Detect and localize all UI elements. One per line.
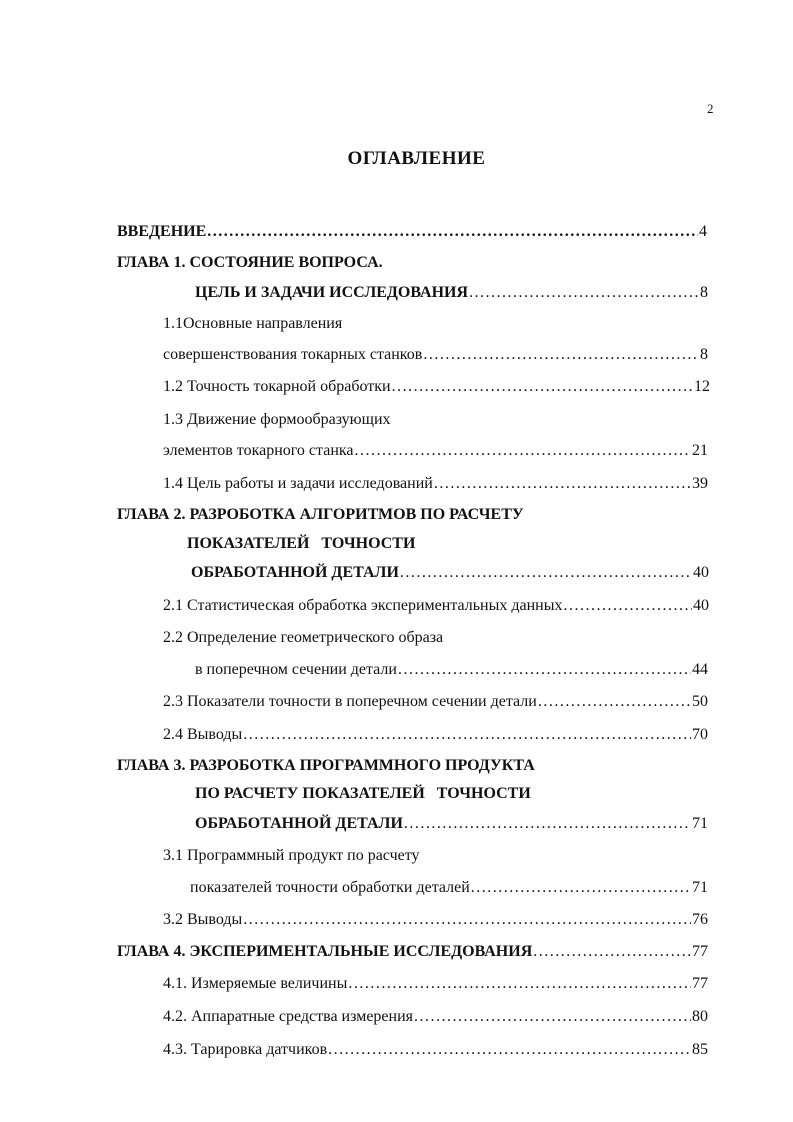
toc-entry-page: 80: [692, 1008, 708, 1025]
leader-dots: [355, 441, 691, 461]
toc-entry-page: 71: [692, 815, 708, 832]
toc-entry-label: совершенствования токарных станков: [163, 346, 423, 363]
toc-entry-label: ЦЕЛЬ И ЗАДАЧИ ИССЛЕДОВАНИЯ: [195, 284, 469, 301]
leader-dots: [563, 596, 692, 616]
toc-entry-label: 4.1. Измеряемые величины: [163, 975, 348, 992]
leader-dots: [423, 345, 699, 365]
toc-entry-page: 77: [692, 943, 708, 960]
toc-section-3-1[interactable]: [190, 878, 708, 898]
toc-entry-page: 12: [694, 378, 710, 395]
leader-dots: [398, 660, 691, 680]
toc-entry-label: в поперечном сечении детали: [195, 661, 397, 678]
leader-dots: [207, 222, 698, 242]
toc-entry-label: 2.4 Выводы: [163, 726, 243, 743]
leader-dots: [471, 878, 691, 898]
toc-entry-page: 50: [692, 693, 708, 710]
leader-dots: [469, 283, 699, 303]
toc-entry-label: элементов токарного станка: [163, 442, 354, 459]
leader-dots: [243, 910, 691, 930]
toc-chapter-4[interactable]: [117, 942, 708, 962]
toc-entry-page: 21: [692, 442, 708, 459]
toc-section-2-4[interactable]: [163, 725, 708, 745]
toc-section-3-2[interactable]: [163, 910, 708, 930]
toc-section-2-3[interactable]: [163, 692, 708, 712]
leader-dots: [392, 377, 693, 397]
toc-entry-label: 1.4 Цель работы и задачи исследований: [163, 475, 433, 492]
toc-entry-page: 40: [693, 564, 709, 581]
toc-entry-page: 71: [692, 879, 708, 896]
toc-chapter-2[interactable]: [191, 563, 709, 583]
toc-entry-page: 77: [692, 975, 708, 992]
toc-entry-label: 4.3. Тарировка датчиков: [163, 1041, 328, 1058]
toc-entry-intro[interactable]: [117, 222, 707, 242]
toc-section-2-2-line1[interactable]: 2.2 Определение геометрического образа: [163, 629, 444, 646]
toc-section-1-3[interactable]: [163, 441, 708, 461]
toc-entry-label: 2.1 Статистическая обработка экспериментальных данных: [163, 597, 563, 614]
toc-entry-label: ВВЕДЕНИЕ: [117, 223, 207, 240]
toc-chapter-3-line2[interactable]: ПО РАСЧЕТУ ПОКАЗАТЕЛЕЙ ТОЧНОСТИ: [195, 785, 531, 802]
toc-entry-label: 2.3 Показатели точности в поперечном сечении детали: [163, 693, 537, 710]
toc-section-4-3[interactable]: [163, 1040, 708, 1060]
toc-section-1-4[interactable]: [163, 474, 708, 494]
leader-dots: [434, 474, 691, 494]
toc-entry-label: 3.2 Выводы: [163, 911, 243, 928]
leader-dots: [404, 814, 691, 834]
toc-section-2-1[interactable]: [163, 596, 709, 616]
toc-entry-page: 76: [692, 911, 708, 928]
toc-section-1-2[interactable]: [163, 377, 710, 397]
toc-entry-label: 1.2 Точность токарной обработки: [163, 378, 391, 395]
toc-chapter-1[interactable]: [195, 283, 708, 303]
toc-entry-page: 85: [692, 1041, 708, 1058]
toc-entry-page: 8: [700, 284, 708, 301]
toc-entry-page: 8: [700, 346, 708, 363]
leader-dots: [538, 692, 691, 712]
toc-entry-label: ГЛАВА 4. ЭКСПЕРИМЕНТАЛЬНЫЕ ИССЛЕДОВАНИЯ: [117, 943, 533, 960]
toc-section-4-1[interactable]: [163, 974, 708, 994]
toc-section-1-1[interactable]: [163, 345, 708, 365]
toc-section-2-2[interactable]: [195, 660, 708, 680]
toc-section-3-1-line1[interactable]: 3.1 Программный продукт по расчету: [163, 847, 420, 864]
toc-entry-label: показателей точности обработки деталей: [190, 879, 470, 896]
toc-entry-page: 40: [693, 597, 709, 614]
page-title: ОГЛАВЛЕНИЕ: [347, 148, 486, 169]
toc-chapter-3-line1[interactable]: ГЛАВА 3. РАЗРОБОТКА ПРОГРАММНОГО ПРОДУКТА: [117, 757, 535, 774]
toc-section-1-3-line1[interactable]: 1.3 Движение формообразующих: [163, 411, 391, 428]
toc-entry-label: ОБРАБОТАННОЙ ДЕТАЛИ: [195, 815, 403, 832]
page-number: 2: [707, 101, 714, 116]
leader-dots: [414, 1007, 691, 1027]
toc-chapter-2-line1[interactable]: ГЛАВА 2. РАЗРОБОТКА АЛГОРИТМОВ ПО РАСЧЕТУ: [117, 506, 524, 523]
leader-dots: [328, 1040, 691, 1060]
toc-entry-page: 44: [692, 661, 708, 678]
toc-entry-label: ОБРАБОТАННОЙ ДЕТАЛИ: [191, 564, 399, 581]
leader-dots: [533, 942, 691, 962]
toc-chapter-3[interactable]: [195, 814, 708, 834]
toc-section-4-2[interactable]: [163, 1007, 708, 1027]
leader-dots: [243, 725, 691, 745]
toc-entry-page: 4: [699, 223, 707, 240]
toc-chapter-1-line1[interactable]: ГЛАВА 1. СОСТОЯНИЕ ВОПРОСА.: [117, 254, 383, 271]
toc-section-1-1-line1[interactable]: 1.1Основные направления: [163, 315, 343, 332]
toc-entry-page: 70: [692, 726, 708, 743]
toc-chapter-2-line2[interactable]: ПОКАЗАТЕЛЕЙ ТОЧНОСТИ: [187, 535, 416, 552]
toc-entry-label: 4.2. Аппаратные средства измерения: [163, 1008, 414, 1025]
toc-entry-page: 39: [692, 475, 708, 492]
leader-dots: [400, 563, 692, 583]
leader-dots: [348, 974, 691, 994]
